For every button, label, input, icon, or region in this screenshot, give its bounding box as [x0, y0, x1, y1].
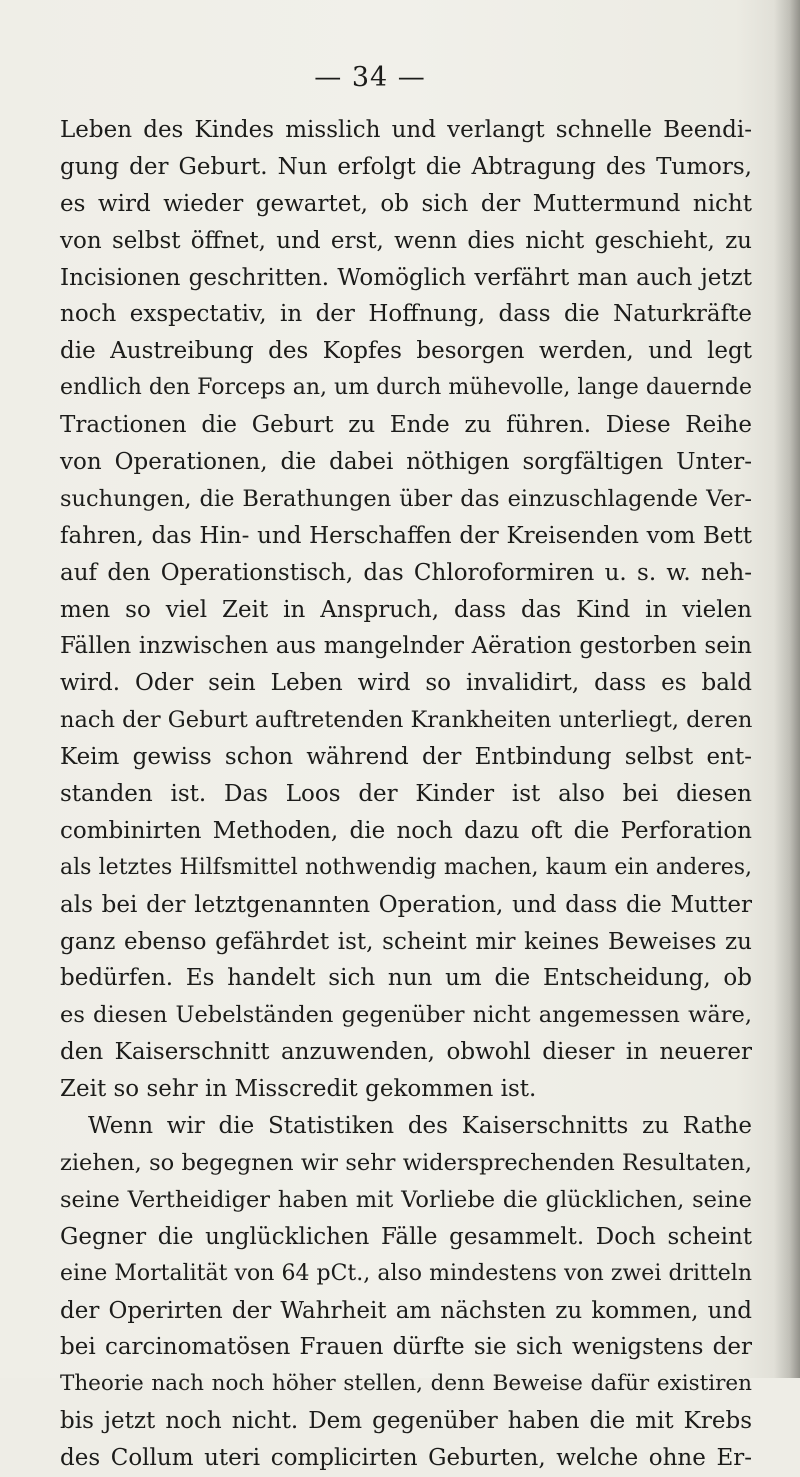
text-line: Leben des Kindes misslich und verlangt schnelle Beendi-	[60, 117, 752, 143]
text-line: es wird wieder gewartet, ob sich der Muttermund nicht	[60, 190, 752, 217]
text-line: men so viel Zeit in Anspruch, dass das Kind in vielen	[60, 596, 752, 623]
text-line: von selbst öffnet, und erst, wenn dies nicht geschieht, zu	[60, 227, 752, 254]
text-line: nach der Geburt auftretenden Krankheiten unterliegt, deren	[60, 707, 753, 734]
text-line: bis jetzt noch nicht. Dem gegenüber haben die mit Krebs	[60, 1408, 752, 1435]
text-line: die Austreibung des Kopfes besorgen werden, und legt	[60, 338, 752, 365]
text-line: seine Vertheidiger haben mit Vorliebe die glücklichen, seine	[60, 1186, 752, 1213]
text-line: Keim gewiss schon während der Entbindung selbst ent-	[60, 744, 752, 771]
text-line: eine Mortalität von 64 pCt., also mindestens von zwei dritteln	[60, 1260, 752, 1286]
text-line: auf den Operationstisch, das Chloroformiren u. s. w. neh-	[60, 559, 752, 586]
text-line: wird. Oder sein Leben wird so invalidirt, dass es bald	[60, 670, 752, 697]
body-text	[60, 112, 752, 1477]
page-number: — 34 —	[314, 62, 426, 93]
text-line: endlich den Forceps an, um durch mühevolle, lange dauernde	[60, 375, 752, 401]
text-line: des Collum uteri complicirten Geburten, welche ohne Er-	[60, 1445, 752, 1472]
text-line: combinirten Methoden, die noch dazu oft die Perforation	[60, 817, 752, 844]
text-line: den Kaiserschnitt anzuwenden, obwohl dieser in neuerer	[60, 1039, 752, 1066]
text-line: standen ist. Das Loos der Kinder ist also bei diesen	[60, 781, 752, 808]
text-line: bedürfen. Es handelt sich nun um die Entscheidung, ob	[60, 965, 752, 992]
text-line: fahren, das Hin- und Herschaffen der Kreisenden vom Bett	[60, 522, 752, 549]
text-line: von Operationen, die dabei nöthigen sorgfältigen Unter-	[60, 449, 752, 476]
paragraph-start-line: Wenn wir die Statistiken des Kaiserschnitts zu Rathe	[88, 1113, 752, 1140]
text-line: Theorie nach noch höher stellen, denn Beweise dafür existiren	[60, 1371, 752, 1397]
text-line: es diesen Uebelständen gegenüber nicht angemessen wäre,	[60, 1002, 752, 1029]
text-line: ganz ebenso gefährdet ist, scheint mir keines Beweises zu	[60, 928, 752, 955]
text-line: Gegner die unglücklichen Fälle gesammelt. Doch scheint	[60, 1223, 752, 1250]
text-line: bei carcinomatösen Frauen dürfte sie sich wenigstens der	[60, 1334, 752, 1361]
page-edge-shadow	[774, 0, 800, 1378]
text-line: Fällen inzwischen aus mangelnder Aëration gestorben sein	[60, 633, 752, 660]
text-line: noch exspectativ, in der Hoffnung, dass die Naturkräfte	[60, 301, 752, 328]
text-line: der Operirten der Wahrheit am nächsten zu kommen, und	[60, 1297, 752, 1324]
text-line: Tractionen die Geburt zu Ende zu führen. Diese Reihe	[60, 412, 752, 439]
text-line: Incisionen geschritten. Womöglich verfährt man auch jetzt	[60, 264, 752, 291]
text-line: gung der Geburt. Nun erfolgt die Abtragung des Tumors,	[60, 153, 752, 180]
paragraph-end-line: Zeit so sehr in Misscredit gekommen ist.	[60, 1076, 537, 1103]
text-line: ziehen, so begegnen wir sehr widersprechenden Resultaten,	[60, 1149, 752, 1176]
text-line: suchungen, die Berathungen über das einzuschlagende Ver-	[60, 485, 752, 512]
text-line: als letztes Hilfsmittel nothwendig machen, kaum ein anderes,	[60, 854, 752, 880]
text-line: als bei der letztgenannten Operation, und dass die Mutter	[60, 891, 752, 918]
